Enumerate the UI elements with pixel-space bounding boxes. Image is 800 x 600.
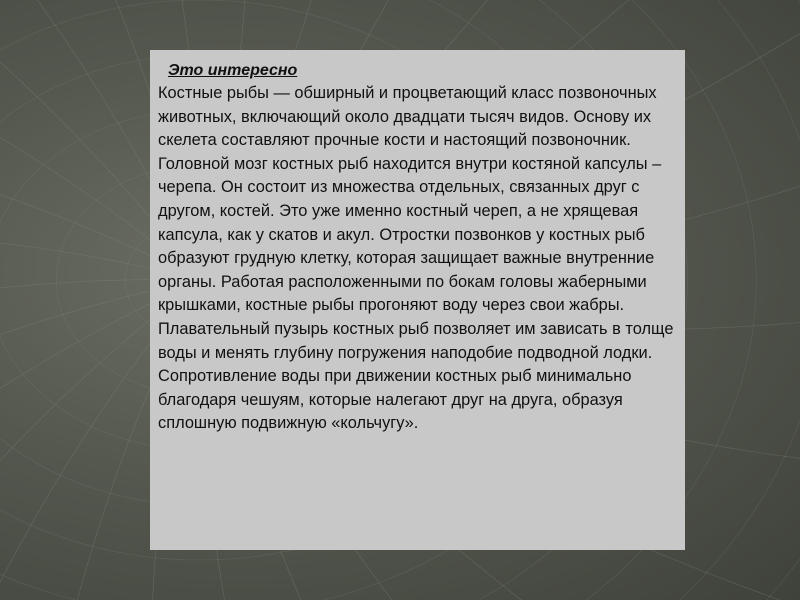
slide-heading: Это интересно [168, 62, 298, 79]
text-panel [150, 50, 685, 550]
slide-body-text: Костные рыбы — обширный и процветающий класс позвоночных животных, включающий около двадцати тысяч видов. Основу их скелета составляют прочные кости и настоящий позвоночник. Головной мозг костных рыб находится внутри костяной капсулы – черепа. Он состоит из множества отдельных, связанных друг с другом, костей. Это уже именно костный череп, а не хрящевая капсула, как у скатов и акул. Отростки позвонков у костных рыб образуют грудную клетку, которая защищает важные внутренние органы. Работая расположенными по бокам головы жаберными крышками, костные рыбы прогоняют воду через свои жабры. Плавательный пузырь костных рыб позволяет им зависать в толще воды и менять глубину погружения наподобие подводной лодки. Сопротивление воды при движении костных рыб минимально благодаря чешуям, которые налегают друг на друга, образуя сплошную подвижную «кольчугу». [158, 84, 674, 433]
